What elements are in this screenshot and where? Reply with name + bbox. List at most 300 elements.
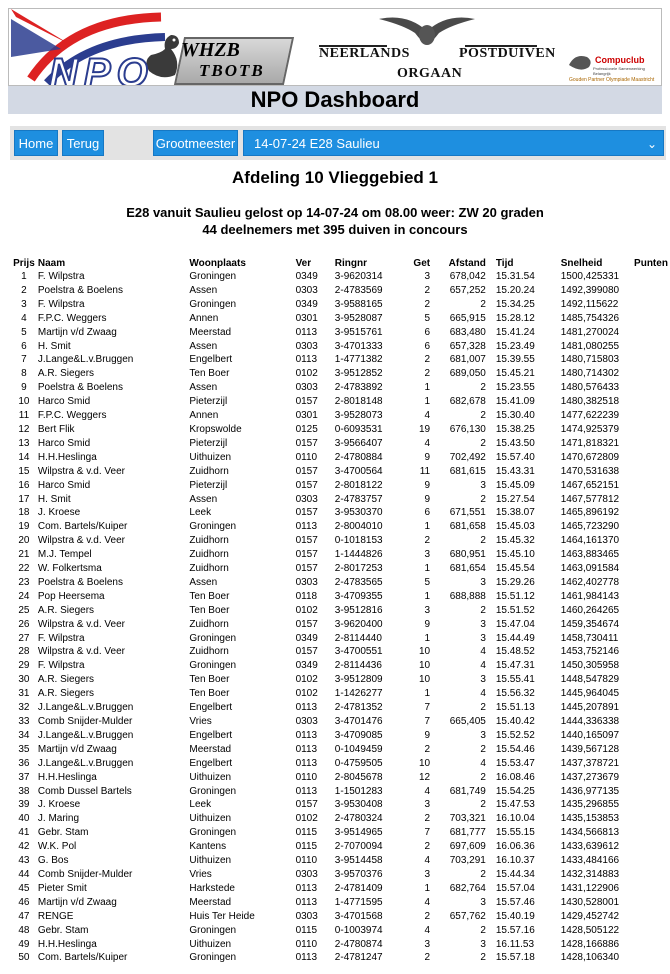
cell-get: 9 — [424, 618, 431, 630]
cell-woonplaats: Zuidhorn — [189, 465, 229, 477]
cell-punten — [634, 618, 668, 632]
cell-woonplaats: Uithuizen — [189, 771, 232, 783]
cell-naam: Wilpstra & v.d. Veer — [37, 618, 125, 630]
cell-get: 4 — [424, 437, 431, 449]
col-header-tijd: Tijd — [495, 257, 514, 269]
cell-woonplaats: Harkstede — [189, 882, 235, 894]
table-row — [12, 520, 668, 534]
cell-naam: H.H.Heslinga — [37, 451, 97, 463]
table-row — [12, 743, 668, 757]
back-button[interactable]: Terug — [62, 130, 104, 156]
cell-naam: Martijn v/d Zwaag — [37, 326, 117, 338]
cell-punten — [634, 465, 668, 479]
participants-info: 44 deelnemers met 395 duiven in concours — [202, 222, 468, 237]
cell-snelheid: 1428,166886 — [560, 938, 620, 950]
col-header-naam: Naam — [37, 257, 66, 269]
cell-naam: Harco Smid — [37, 479, 91, 491]
cell-tijd: 15.45.09 — [495, 479, 535, 491]
cell-prijs: 35 — [18, 743, 30, 755]
cell-ringnr: 3-9530408 — [334, 799, 383, 811]
table-row — [12, 548, 668, 562]
cell-get: 4 — [424, 410, 431, 422]
cell-snelheid: 1461,984143 — [560, 590, 620, 602]
cell-ver: 0115 — [295, 841, 318, 853]
cell-ringnr: 3-9512816 — [334, 604, 383, 616]
cell-afstand: 2 — [480, 868, 486, 880]
grootmeester-button[interactable]: Grootmeester — [153, 130, 238, 156]
cell-woonplaats: Ten Boer — [189, 604, 230, 616]
cell-prijs: 40 — [18, 813, 30, 825]
compuclub-pigeon-icon — [565, 51, 595, 75]
compuclub-partner: Gouden Partner Olympiade Maastricht — [569, 77, 655, 83]
cell-ringnr: 2-4780874 — [334, 938, 383, 950]
cell-afstand: 703,291 — [449, 855, 486, 867]
table-row — [12, 506, 668, 520]
cell-tijd: 15.51.13 — [495, 702, 535, 714]
table-row — [12, 645, 668, 659]
cell-tijd: 15.40.42 — [495, 716, 535, 727]
cell-naam: W. Folkertsma — [37, 563, 102, 575]
cell-punten — [634, 451, 668, 465]
cell-naam: J.Lange&L.v.Bruggen — [37, 354, 134, 366]
cell-naam: Comb Snijder-Mulder — [37, 868, 133, 880]
cell-prijs: 47 — [18, 910, 30, 922]
cell-get: 10 — [418, 646, 431, 658]
cell-ver: 0113 — [295, 785, 318, 797]
table-row — [12, 938, 668, 952]
table-row — [12, 618, 668, 632]
cell-snelheid: 1432,314883 — [560, 868, 620, 880]
cell-woonplaats: Assen — [189, 382, 218, 394]
cell-woonplaats: Engelbert — [189, 702, 233, 714]
cell-tijd: 16.10.04 — [495, 813, 535, 825]
cell-afstand: 657,762 — [449, 910, 486, 922]
cell-naam: Poelstra & Boelens — [37, 284, 123, 296]
cell-woonplaats: Groningen — [189, 952, 237, 964]
cell-ver: 0113 — [295, 952, 318, 964]
cell-woonplaats: Leek — [189, 799, 212, 811]
cell-woonplaats: Groningen — [189, 827, 237, 839]
cell-ver: 0301 — [295, 312, 318, 324]
compuclub-tagline: Professionele Samenwerking Belangrijk — [593, 66, 645, 76]
cell-punten — [634, 812, 668, 826]
cell-get: 9 — [424, 729, 431, 741]
cell-tijd: 15.54.46 — [495, 743, 535, 755]
cell-get: 1 — [424, 882, 431, 894]
race-select-value: 14-07-24 E28 Saulieu — [254, 136, 380, 151]
cell-get: 4 — [424, 924, 431, 936]
cell-punten — [634, 534, 668, 548]
cell-tijd: 15.39.55 — [495, 354, 535, 366]
cell-get: 3 — [424, 799, 431, 811]
cell-tijd: 15.45.54 — [495, 563, 535, 575]
compuclub-name: Compuclub — [595, 55, 645, 65]
cell-prijs: 12 — [18, 423, 30, 435]
cell-tijd: 15.56.32 — [495, 688, 535, 700]
cell-tijd: 15.57.04 — [495, 882, 535, 894]
table-row — [12, 270, 668, 284]
cell-naam: J. Kroese — [37, 799, 81, 811]
results-body — [12, 270, 668, 965]
cell-punten — [634, 673, 668, 687]
cell-naam: H. Smit — [37, 493, 71, 505]
cell-ringnr: 0-4759505 — [334, 757, 383, 769]
cell-ringnr: 2-8004010 — [334, 521, 383, 533]
cell-ver: 0113 — [295, 757, 318, 769]
cell-naam: Wilpstra & v.d. Veer — [37, 646, 125, 658]
cell-punten — [634, 785, 668, 799]
cell-ringnr: 3-9515761 — [334, 326, 383, 338]
cell-woonplaats: Assen — [189, 340, 218, 352]
cell-get: 3 — [424, 604, 431, 616]
cell-naam: Poelstra & Boelens — [37, 382, 123, 394]
cell-prijs: 49 — [18, 938, 30, 950]
cell-snelheid: 1470,672809 — [560, 451, 620, 463]
cell-tijd: 15.48.52 — [495, 646, 535, 658]
race-select[interactable] — [243, 130, 664, 156]
cell-ringnr: 1-1426277 — [334, 688, 383, 700]
cell-tijd: 15.28.12 — [495, 312, 535, 324]
cell-ringnr: 3-9512809 — [334, 674, 383, 686]
cell-woonplaats: Leek — [189, 507, 212, 519]
cell-snelheid: 1480,715803 — [560, 354, 620, 366]
cell-get: 2 — [424, 368, 431, 380]
cell-tijd: 15.51.12 — [495, 590, 535, 602]
col-header-snelheid: Snelheid — [560, 257, 603, 269]
cell-prijs: 20 — [18, 535, 30, 547]
cell-prijs: 36 — [18, 757, 30, 769]
cell-ver: 0349 — [295, 271, 318, 282]
header-banner — [8, 8, 662, 86]
cell-afstand: 657,252 — [449, 284, 486, 296]
cell-snelheid: 1431,122906 — [560, 882, 620, 894]
cell-afstand: 3 — [480, 729, 486, 741]
cell-afstand: 2 — [480, 437, 486, 449]
cell-snelheid: 1436,977135 — [560, 785, 620, 797]
page-title: Afdeling 10 Vlieggebied 1 — [232, 168, 438, 187]
cell-get: 10 — [418, 757, 431, 769]
cell-afstand: 2 — [480, 493, 486, 505]
cell-snelheid: 1492,115622 — [560, 298, 619, 310]
cell-punten — [634, 548, 668, 562]
table-row — [12, 326, 668, 340]
cell-punten — [634, 729, 668, 743]
cell-snelheid: 1477,622239 — [560, 410, 620, 422]
table-row — [12, 493, 668, 507]
cell-snelheid: 1448,547829 — [560, 674, 620, 686]
cell-punten — [634, 506, 668, 520]
cell-ver: 0113 — [295, 882, 318, 894]
cell-get: 10 — [418, 674, 431, 686]
cell-prijs: 44 — [18, 868, 30, 880]
cell-get: 10 — [418, 660, 431, 672]
cell-get: 2 — [424, 354, 431, 366]
cell-woonplaats: Meerstad — [189, 743, 232, 755]
cell-afstand: 3 — [480, 896, 486, 908]
cell-punten — [634, 757, 668, 771]
cell-snelheid: 1463,091584 — [560, 563, 620, 575]
cell-prijs: 28 — [18, 646, 30, 658]
cell-ver: 0303 — [295, 493, 318, 505]
cell-tijd: 15.41.24 — [495, 326, 535, 338]
cell-ringnr: 3-9512852 — [334, 368, 383, 380]
cell-tijd: 15.31.54 — [495, 271, 535, 282]
cell-naam: Com. Bartels/Kuiper — [37, 521, 128, 533]
cell-woonplaats: Pieterzijl — [189, 479, 228, 491]
cell-ver: 0303 — [295, 340, 318, 352]
cell-afstand: 4 — [480, 757, 486, 769]
cell-punten — [634, 743, 668, 757]
cell-ver: 0113 — [295, 326, 318, 338]
cell-get: 2 — [424, 841, 431, 853]
cell-afstand: 680,951 — [449, 549, 486, 561]
cell-punten — [634, 604, 668, 618]
cell-afstand: 689,050 — [449, 368, 486, 380]
cell-ringnr: 3-9620400 — [334, 618, 383, 630]
cell-ringnr: 3-9620314 — [334, 271, 383, 282]
cell-snelheid: 1428,106340 — [560, 952, 620, 964]
cell-punten — [634, 562, 668, 576]
race-info: E28 vanuit Saulieu gelost op 14-07-24 om 08.00 weer: ZW 20 graden — [126, 205, 544, 220]
cell-naam: A.R. Siegers — [37, 674, 95, 686]
cell-tijd: 15.38.25 — [495, 423, 535, 435]
cell-ver: 0102 — [295, 813, 318, 825]
cell-prijs: 16 — [18, 479, 30, 491]
cell-woonplaats: Kantens — [189, 841, 227, 853]
cell-punten — [634, 326, 668, 340]
cell-naam: Pop Heersema — [37, 590, 105, 602]
cell-get: 12 — [418, 771, 431, 783]
cell-punten — [634, 868, 668, 882]
cell-punten — [634, 771, 668, 785]
cell-ringnr: 3-4700551 — [334, 646, 383, 658]
cell-prijs: 11 — [18, 410, 30, 422]
cell-ver: 0303 — [295, 576, 318, 588]
dashboard-title: NPO Dashboard — [8, 86, 662, 114]
table-row — [12, 632, 668, 646]
table-row — [12, 465, 668, 479]
cell-afstand: 3 — [480, 632, 486, 644]
table-row — [12, 298, 668, 312]
compuclub-logo — [561, 45, 661, 85]
cell-get: 2 — [424, 535, 431, 547]
table-row — [12, 576, 668, 590]
cell-woonplaats: Ten Boer — [189, 368, 230, 380]
cell-prijs: 18 — [18, 507, 30, 519]
cell-get: 6 — [424, 340, 431, 352]
cell-woonplaats: Groningen — [189, 785, 237, 797]
cell-ver: 0303 — [295, 716, 318, 727]
table-row — [12, 437, 668, 451]
table-row — [12, 409, 668, 423]
cell-get: 7 — [424, 827, 431, 839]
cell-tijd: 15.47.53 — [495, 799, 535, 811]
cell-naam: H.H.Heslinga — [37, 938, 97, 950]
cell-naam: F. Wilpstra — [37, 298, 85, 310]
cell-ringnr: 3-9530370 — [334, 507, 383, 519]
cell-naam: Harco Smid — [37, 437, 91, 449]
cell-punten — [634, 715, 668, 729]
cell-woonplaats: Meerstad — [189, 326, 232, 338]
cell-naam: F.P.C. Weggers — [37, 312, 107, 324]
table-row — [12, 562, 668, 576]
cell-afstand: 2 — [480, 702, 486, 714]
col-header-prijs: Prijs — [13, 257, 35, 269]
cell-get: 2 — [424, 298, 431, 310]
cell-naam: F. Wilpstra — [37, 271, 85, 282]
cell-naam: F.P.C. Weggers — [37, 410, 107, 422]
cell-afstand: 665,405 — [449, 716, 486, 727]
cell-tijd: 16.06.36 — [495, 841, 535, 853]
cell-naam: Martijn v/d Zwaag — [37, 896, 117, 908]
cell-tijd: 15.57.16 — [495, 924, 535, 936]
table-row — [12, 381, 668, 395]
table-row — [12, 757, 668, 771]
cell-woonplaats: Groningen — [189, 271, 237, 282]
cell-prijs: 37 — [18, 771, 30, 783]
cell-tijd: 15.45.10 — [495, 549, 535, 561]
cell-ver: 0157 — [295, 549, 318, 561]
table-row — [12, 840, 668, 854]
chevron-down-icon: ⌄ — [646, 137, 657, 151]
cell-tijd: 15.54.25 — [495, 785, 535, 797]
cell-woonplaats: Annen — [189, 312, 219, 324]
table-row — [12, 826, 668, 840]
cell-ringnr: 2-8017253 — [334, 563, 383, 575]
cell-afstand: 681,007 — [449, 354, 486, 366]
cell-afstand: 2 — [480, 952, 486, 964]
cell-tijd: 15.52.52 — [495, 729, 535, 741]
cell-tijd: 15.51.52 — [495, 604, 535, 616]
cell-prijs: 31 — [18, 688, 30, 700]
cell-ver: 0157 — [295, 437, 318, 449]
logo-text-postduiven: POSTDUIVEN — [459, 46, 556, 61]
cell-prijs: 19 — [18, 521, 30, 533]
cell-naam: H.H.Heslinga — [37, 771, 97, 783]
cell-ver: 0157 — [295, 479, 318, 491]
cell-ringnr: 1-4771382 — [334, 354, 383, 366]
table-row — [12, 785, 668, 799]
cell-punten — [634, 270, 668, 284]
cell-prijs: 13 — [18, 437, 30, 449]
cell-snelheid: 1437,378721 — [560, 757, 620, 769]
npo-logo-text: NPO — [49, 51, 154, 86]
cell-tijd: 16.11.53 — [495, 938, 535, 950]
cell-snelheid: 1481,270024 — [560, 326, 620, 338]
cell-prijs: 17 — [18, 493, 30, 505]
cell-ringnr: 0-6093531 — [334, 423, 383, 435]
cell-tijd: 16.10.37 — [495, 855, 535, 867]
cell-prijs: 48 — [18, 924, 30, 936]
cell-tijd: 15.40.19 — [495, 910, 535, 922]
cell-afstand: 682,678 — [449, 396, 486, 408]
cell-get: 1 — [424, 632, 431, 644]
cell-ver: 0349 — [295, 660, 318, 672]
cell-snelheid: 1465,896192 — [560, 507, 620, 519]
cell-punten — [634, 798, 668, 812]
cell-ringnr: 2-4783565 — [334, 576, 383, 588]
cell-prijs: 14 — [18, 451, 30, 463]
cell-naam: G. Bos — [37, 855, 69, 867]
cell-punten — [634, 479, 668, 493]
cell-afstand: 4 — [480, 660, 486, 672]
whzb-text: WHZB — [181, 39, 240, 61]
cell-ver: 0102 — [295, 604, 318, 616]
cell-woonplaats: Ten Boer — [189, 590, 230, 602]
cell-tijd: 15.53.47 — [495, 757, 535, 769]
cell-afstand: 697,609 — [449, 841, 486, 853]
cell-prijs: 50 — [18, 952, 30, 964]
cell-punten — [634, 437, 668, 451]
pigeon-flying-icon — [377, 11, 477, 51]
cell-get: 6 — [424, 507, 431, 519]
cell-get: 1 — [424, 563, 431, 575]
results-table — [12, 256, 668, 965]
cell-naam: Wilpstra & v.d. Veer — [37, 535, 125, 547]
cell-snelheid: 1492,399080 — [560, 284, 620, 296]
table-header-row — [12, 256, 668, 270]
cell-ver: 0157 — [295, 465, 318, 477]
cell-ringnr: 2-7070094 — [334, 841, 383, 853]
cell-prijs: 9 — [21, 382, 27, 394]
cell-ver: 0113 — [295, 729, 318, 741]
cell-woonplaats: Kropswolde — [189, 423, 242, 435]
cell-afstand: 2 — [480, 410, 486, 422]
cell-prijs: 29 — [18, 660, 30, 672]
cell-prijs: 21 — [18, 549, 30, 561]
cell-naam: Martijn v/d Zwaag — [37, 743, 117, 755]
cell-ver: 0102 — [295, 688, 318, 700]
cell-ver: 0303 — [295, 868, 318, 880]
home-button[interactable]: Home — [14, 130, 58, 156]
cell-ringnr: 2-4781409 — [334, 882, 383, 894]
cell-ver: 0157 — [295, 535, 318, 547]
cell-snelheid: 1444,336338 — [560, 716, 620, 727]
cell-woonplaats: Zuidhorn — [189, 646, 229, 658]
table-row — [12, 924, 668, 938]
cell-woonplaats: Huis Ter Heide — [189, 910, 255, 922]
table-row — [12, 451, 668, 465]
cell-tijd: 15.47.31 — [495, 660, 535, 672]
cell-prijs: 33 — [18, 716, 30, 727]
cell-snelheid: 1435,153853 — [560, 813, 620, 825]
cell-tijd: 15.47.04 — [495, 618, 535, 630]
cell-get: 2 — [424, 952, 431, 964]
cell-punten — [634, 910, 668, 924]
cell-afstand: 678,042 — [449, 271, 486, 282]
cell-tijd: 15.27.54 — [495, 493, 535, 505]
col-header-punten: Punten — [634, 257, 668, 269]
table-row — [12, 951, 668, 965]
cell-ver: 0115 — [295, 924, 318, 936]
cell-snelheid: 1459,354674 — [560, 618, 620, 630]
cell-naam: Harco Smid — [37, 396, 91, 408]
cell-snelheid: 1445,964045 — [560, 688, 620, 700]
table-row — [12, 715, 668, 729]
cell-ringnr: 3-9514458 — [334, 855, 383, 867]
cell-woonplaats: Zuidhorn — [189, 563, 229, 575]
cell-naam: F. Wilpstra — [37, 632, 85, 644]
cell-snelheid: 1467,577812 — [560, 493, 620, 505]
cell-punten — [634, 493, 668, 507]
cell-woonplaats: Meerstad — [189, 896, 232, 908]
cell-prijs: 10 — [18, 396, 30, 408]
table-row — [12, 604, 668, 618]
cell-ver: 0110 — [295, 938, 318, 950]
cell-ringnr: 3-9566407 — [334, 437, 383, 449]
cell-tijd: 15.30.40 — [495, 410, 535, 422]
cell-woonplaats: Uithuizen — [189, 855, 232, 867]
